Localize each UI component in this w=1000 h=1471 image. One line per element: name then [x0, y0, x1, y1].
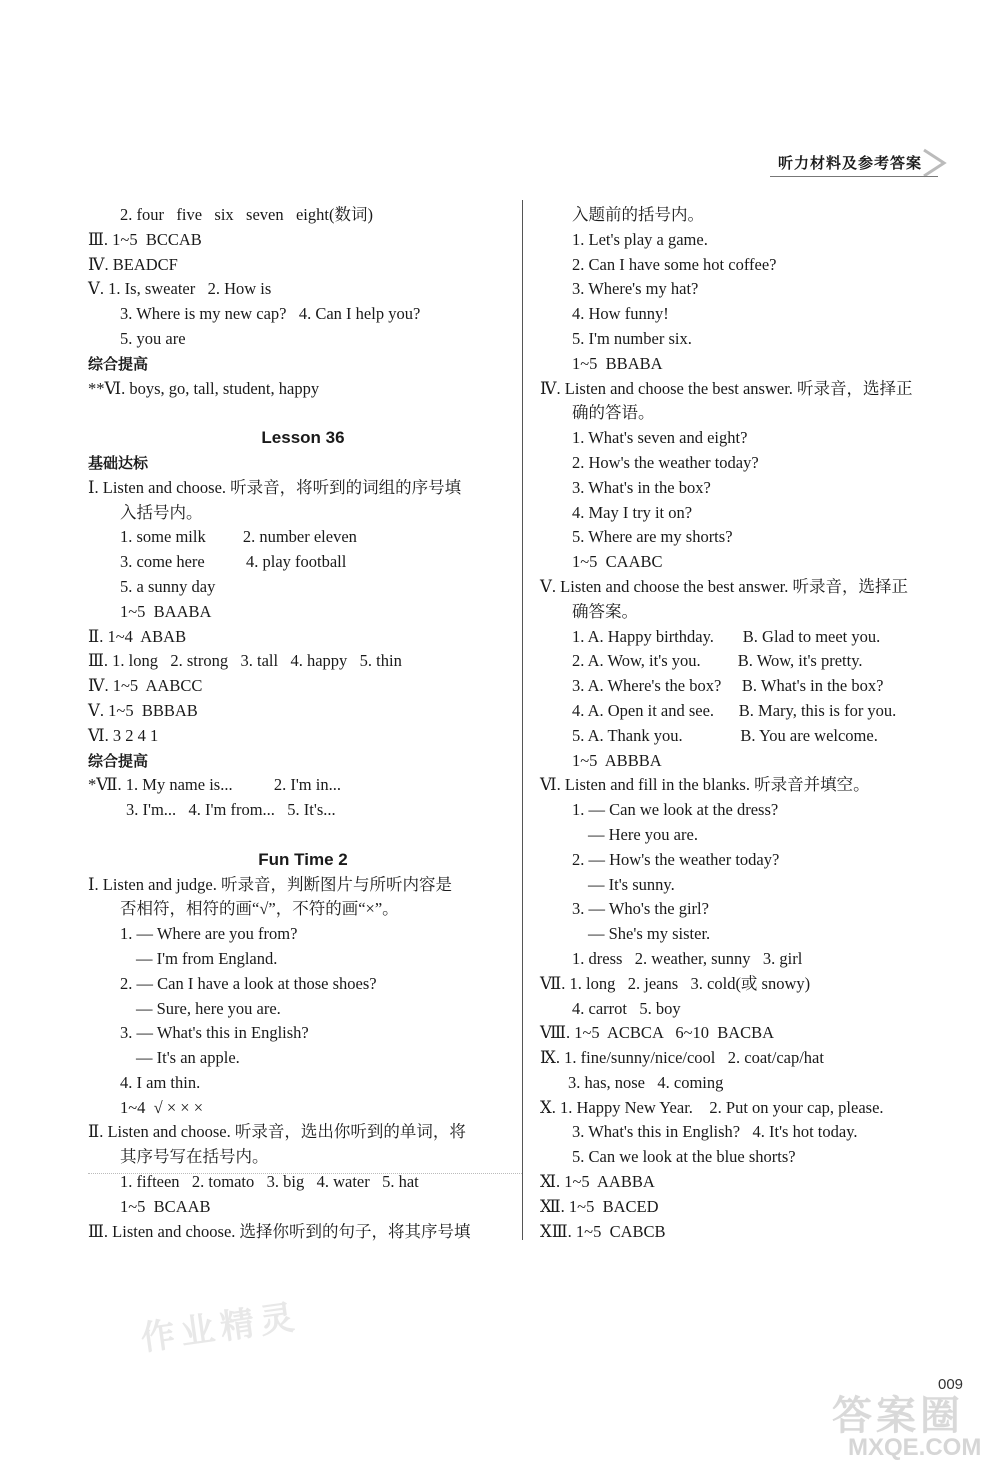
answer-line: 3. — Who's the girl?: [572, 899, 709, 919]
answer-line: 入题前的括号内。: [572, 205, 704, 224]
answer-line: 其序号写在括号内。: [120, 1147, 269, 1167]
left-answer-column: [88, 203, 518, 1244]
subsection-heading: 综合提高: [88, 751, 149, 770]
answer-line: 4. May I try it on?: [572, 502, 693, 522]
answer-line: 1~4 √ × × ×: [120, 1097, 204, 1117]
answer-line: 2. — How's the weather today?: [572, 849, 780, 869]
answer-line: 4. carrot 5. boy: [572, 998, 681, 1018]
answer-line: 1~5 ABBBA: [572, 750, 662, 770]
answer-line: 5. Where are my shorts?: [572, 527, 733, 547]
answer-line: 3. I'm... 4. I'm from... 5. It's...: [126, 800, 336, 820]
answer-line: Ⅷ. 1~5 ACBCA 6~10 BACBA: [540, 1023, 775, 1043]
section-title: Fun Time 2: [258, 849, 348, 869]
answer-line: Ⅳ. BEADCF: [88, 254, 178, 274]
answer-line: 1. — Can we look at the dress?: [572, 800, 779, 820]
answer-line: 2. — Can I have a look at those shoes?: [120, 973, 377, 993]
answer-line: Ⅲ. 1. long 2. strong 3. tall 4. happy 5. thin: [88, 651, 402, 671]
answer-line: — It's sunny.: [588, 874, 675, 894]
answer-line: Ⅹ. 1. Happy New Year. 2. Put on your cap, please.: [540, 1097, 884, 1117]
answer-line: Ⅲ. 1~5 BCCAB: [88, 229, 202, 249]
answer-line: Ⅵ. Listen and fill in the blanks. 听录音并填空。: [540, 775, 870, 795]
answer-line: 5. A. Thank you. B. You are welcome.: [572, 725, 878, 745]
answer-line: 1. some milk 2. number eleven: [120, 527, 357, 547]
answer-line: [88, 823, 518, 848]
answer-line: 3. What's in the box?: [572, 477, 711, 497]
answer-line: 3. has, nose 4. coming: [568, 1072, 724, 1092]
answer-line: 3. Where is my new cap? 4. Can I help you?: [120, 304, 421, 324]
answer-line: 2. Can I have some hot coffee?: [572, 254, 777, 274]
answer-line: 1. dress 2. weather, sunny 3. girl: [572, 948, 803, 968]
answer-line: Ⅺ. 1~5 AABBA: [540, 1172, 655, 1192]
answer-line: Ⅴ. 1~5 BBBAB: [88, 700, 198, 720]
answer-line: 1. — Where are you from?: [120, 924, 298, 944]
answer-line: Ⅳ. 1~5 AABCC: [88, 676, 203, 696]
answer-line: 确的答语。: [572, 403, 655, 423]
answer-line: 3. What's this in English? 4. It's hot today.: [572, 1122, 858, 1142]
answer-line: 3. come here 4. play football: [120, 552, 347, 572]
watermark-stamp: 作业精灵: [138, 1297, 303, 1359]
header-section-label: 听力材料及参考答案: [778, 154, 923, 172]
answer-line: *Ⅶ. 1. My name is... 2. I'm in...: [88, 775, 341, 795]
answer-line: — I'm from England.: [136, 948, 278, 968]
answer-line: 1. What's seven and eight?: [572, 428, 748, 448]
answer-line: 4. A. Open it and see. B. Mary, this is for you.: [572, 700, 897, 720]
answer-line: 3. — What's this in English?: [120, 1023, 309, 1043]
answer-line: Ⅱ. Listen and choose. 听录音，选出你听到的单词，将: [88, 1122, 466, 1142]
answer-line: 5. I'm number six.: [572, 328, 692, 348]
watermark-logo: 答案圈: [832, 1393, 964, 1439]
answer-line: 确答案。: [572, 601, 638, 621]
answer-line: 1~5 BCAAB: [120, 1196, 211, 1216]
subsection-heading: 综合提高: [88, 354, 149, 373]
answer-line: 1~5 BAABA: [120, 601, 212, 621]
answer-line: 4. I am thin.: [120, 1072, 201, 1092]
answer-line: Ⅴ. Listen and choose the best answer. 听录音，选择正: [540, 576, 908, 596]
subsection-heading: 基础达标: [88, 453, 149, 472]
answer-line: Ⅵ. 3 2 4 1: [88, 725, 159, 745]
answer-line: 1~5 CAABC: [572, 552, 663, 572]
answer-line: — She's my sister.: [588, 924, 711, 944]
answer-line: Ⅻ. 1~5 BACED: [540, 1196, 659, 1216]
answer-line: **Ⅵ. boys, go, tall, student, happy: [88, 378, 320, 398]
answer-line: 1. fifteen 2. tomato 3. big 4. water 5. hat: [120, 1172, 419, 1192]
answer-line: — Here you are.: [588, 824, 698, 844]
answer-line: Ⅶ. 1. long 2. jeans 3. cold(或 snowy): [540, 973, 811, 993]
section-title: Lesson 36: [261, 428, 345, 448]
answer-line: 1. Let's play a game.: [572, 229, 708, 249]
answer-line: Ⅰ. Listen and judge. 听录音，判断图片与所听内容是: [88, 874, 452, 894]
answer-line: — It's an apple.: [136, 1048, 240, 1068]
page-number: 009: [938, 1376, 964, 1393]
answer-line: — Sure, here you are.: [136, 998, 281, 1018]
watermark-url: MXQE.COM: [848, 1434, 982, 1461]
answer-line: Ⅱ. 1~4 ABAB: [88, 626, 187, 646]
answer-line: 入括号内。: [120, 502, 203, 522]
answer-line: 5. a sunny day: [120, 576, 216, 596]
answer-line: [88, 401, 518, 426]
chevron-right-icon: [918, 146, 952, 180]
answer-line: 1~5 BBABA: [572, 353, 663, 373]
answer-line: 2. How's the weather today?: [572, 452, 759, 472]
answer-line: 5. you are: [120, 328, 186, 348]
answer-line: 3. A. Where's the box? B. What's in the box?: [572, 676, 884, 696]
answer-line: 否相符，相符的画“√”，不符的画“×”。: [120, 899, 399, 919]
answer-line: 5. Can we look at the blue shorts?: [572, 1147, 796, 1167]
answer-line: 1. A. Happy birthday. B. Glad to meet you.: [572, 626, 881, 646]
answer-line: Ⅸ. 1. fine/sunny/nice/cool 2. coat/cap/hat: [540, 1048, 824, 1068]
column-divider: [522, 200, 523, 1240]
header-rule: [770, 176, 938, 177]
answer-line: Ⅲ. Listen and choose. 选择你听到的句子，将其序号填: [88, 1221, 471, 1241]
answer-line: Ⅴ. 1. Is, sweater 2. How is: [88, 279, 272, 299]
right-answer-column: [540, 203, 970, 1244]
answer-line: 4. How funny!: [572, 304, 669, 324]
answer-line: Ⅳ. Listen and choose the best answer. 听录音，选择正: [540, 378, 913, 398]
answer-line: ⅩⅢ. 1~5 CABCB: [540, 1221, 666, 1241]
answer-line: 3. Where's my hat?: [572, 279, 699, 299]
answer-line: 2. four five six seven eight(数词): [120, 205, 373, 224]
answer-line: Ⅰ. Listen and choose. 听录音，将听到的词组的序号填: [88, 477, 462, 497]
answer-line: 2. A. Wow, it's you. B. Wow, it's pretty.: [572, 651, 863, 671]
